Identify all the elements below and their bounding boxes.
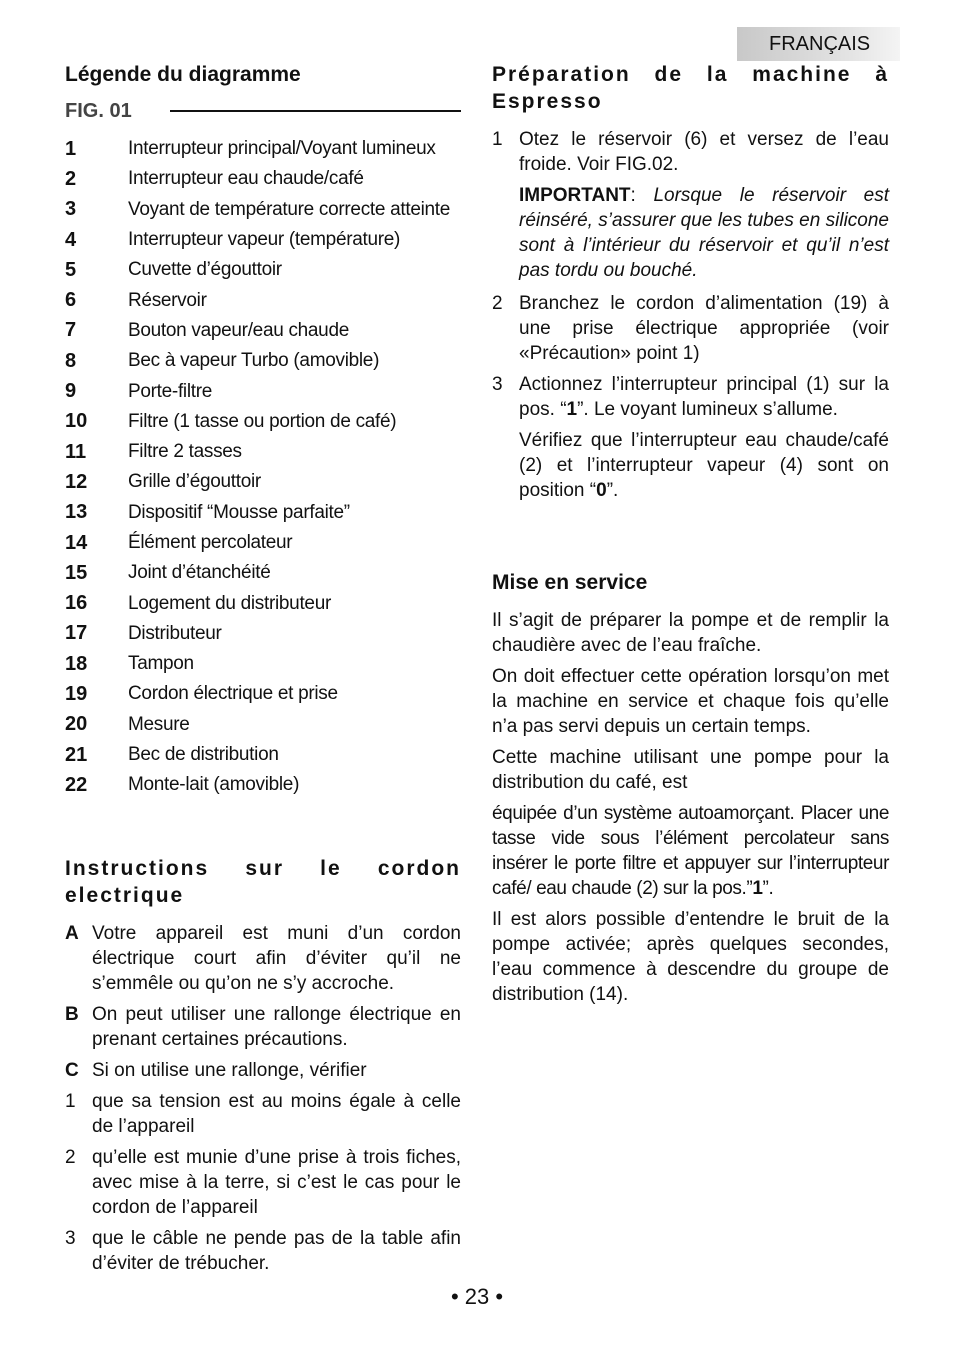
- legend-text: Mesure: [128, 713, 190, 735]
- step-bold: 1: [566, 399, 578, 420]
- service-paragraph-2: On doit effectuer cette opération lorsqu’on met la machine en service et chaque fois qu’elle n’a pas servi depuis un certain temps.: [492, 666, 889, 737]
- legend-text: Filtre 2 tasses: [128, 441, 242, 463]
- service-paragraph-5: Il est alors possible d’entendre le bruit de la pompe activée; après quelques secondes, l’eau commence à descendre du groupe de distribution (14).: [492, 909, 889, 1005]
- legend-text: Interrupteur vapeur (température): [128, 229, 401, 251]
- legend-number: 12: [65, 470, 88, 493]
- legend-text: Joint d’étanchéité: [128, 562, 271, 584]
- prep-step-3: [492, 372, 889, 422]
- service-p4-text-b: ”.: [762, 878, 774, 899]
- legend-number: 5: [65, 258, 77, 281]
- legend-item: [65, 195, 461, 225]
- list-marker: B: [65, 1003, 79, 1025]
- legend-item: [65, 316, 461, 346]
- note-bold: 0: [596, 480, 607, 501]
- fig-rule: [170, 110, 461, 112]
- list-marker: C: [65, 1059, 79, 1081]
- service-paragraph-4: [492, 801, 889, 901]
- important-separator: :: [630, 185, 654, 206]
- legend-item: [65, 437, 461, 467]
- list-text: qu’elle est munie d’une prise à trois fiches, avec mise à la terre, si c’est le cas pour le cordon de l’appareil: [92, 1146, 461, 1218]
- list-marker: A: [65, 922, 79, 944]
- legend-item: [65, 376, 461, 406]
- list-text: Si on utilise une rallonge, vérifier: [92, 1059, 367, 1081]
- important-text: Lorsque le réservoir est réinséré, s’assurer que les tubes en silicone sont à l’intérieur du réservoir et qu’il n’est pas tordu ou bouché.: [519, 185, 889, 281]
- legend-number: 10: [65, 410, 88, 433]
- important-note: [519, 183, 889, 283]
- fig-row: [65, 100, 461, 126]
- list-item: [65, 1145, 461, 1220]
- list-text: que le câble ne pende pas de la table afin d’éviter de trébucher.: [92, 1227, 461, 1274]
- list-item: [65, 1058, 461, 1083]
- legend-number: 22: [65, 773, 88, 796]
- legend-item: [65, 679, 461, 709]
- service-p4-bold: 1: [752, 878, 763, 899]
- legend-item: [65, 407, 461, 437]
- legend-text: Réservoir: [128, 289, 207, 311]
- step-text: Branchez le cordon d’alimentation (19) à une prise électrique appropriée (voir «Précaution» point 1): [519, 293, 889, 364]
- right-column: [492, 60, 889, 1007]
- step-text-b: ”. Le voyant lumineux s’allume.: [577, 399, 838, 420]
- list-item: [65, 921, 461, 996]
- legend-text: Porte-filtre: [128, 380, 213, 402]
- prep-title: Préparation de la machine à Espresso: [492, 63, 889, 113]
- legend-number: 17: [65, 622, 88, 645]
- legend-item: [65, 255, 461, 285]
- service-title: Mise en service: [492, 571, 648, 594]
- cord-title: Instructions sur le cordon electrique: [65, 856, 461, 907]
- legend-text: Grille d’égouttoir: [128, 471, 261, 493]
- legend-text: Interrupteur eau chaude/café: [128, 168, 364, 190]
- legend-text: Bec de distribution: [128, 744, 279, 766]
- legend-number: 13: [65, 501, 88, 524]
- legend-item: [65, 528, 461, 558]
- list-text: On peut utiliser une rallonge électrique en prenant certaines précautions.: [92, 1003, 461, 1050]
- list-marker: 2: [65, 1146, 76, 1168]
- step3-note: [519, 428, 889, 503]
- legend-text: Dispositif “Mousse parfaite”: [128, 501, 350, 523]
- legend-item: [65, 467, 461, 497]
- prep-step-1: [492, 127, 889, 177]
- left-column: [65, 60, 461, 1282]
- legend-text: Monte-lait (amovible): [128, 774, 300, 796]
- list-marker: 3: [65, 1227, 76, 1249]
- legend-item: [65, 588, 461, 618]
- legend-text: Voyant de température correcte atteinte: [128, 198, 451, 220]
- legend-text: Bouton vapeur/eau chaude: [128, 319, 349, 341]
- legend-item: [65, 498, 461, 528]
- legend-number: 19: [65, 682, 88, 705]
- legend-number: 4: [65, 228, 77, 251]
- legend-text: Élément percolateur: [128, 532, 293, 553]
- cord-sub-items: [65, 1089, 461, 1276]
- legend-item: [65, 285, 461, 315]
- cord-items: [65, 921, 461, 1083]
- legend-text: Cordon électrique et prise: [128, 683, 338, 705]
- legend-item: [65, 164, 461, 194]
- legend-number: 18: [65, 652, 88, 675]
- note-text-b: ”.: [606, 480, 619, 501]
- legend-item: [65, 740, 461, 770]
- step-number: 1: [492, 129, 503, 150]
- legend-number: 6: [65, 289, 77, 312]
- page-number: • 23 •: [450, 1284, 504, 1309]
- legend-item: [65, 346, 461, 376]
- prep-step-2: [492, 291, 889, 366]
- list-item: [65, 1002, 461, 1052]
- legend-item: [65, 134, 461, 164]
- legend-number: 15: [65, 561, 88, 584]
- legend-text: Tampon: [128, 653, 194, 675]
- legend-number: 20: [65, 713, 88, 736]
- step-number: 3: [492, 374, 503, 395]
- legend-item: [65, 225, 461, 255]
- step-text: Otez le réservoir (6) et versez de l’eau froide. Voir FIG.02.: [519, 129, 889, 175]
- legend-text: Distributeur: [128, 622, 222, 644]
- legend-number: 9: [65, 380, 77, 403]
- legend-item: [65, 649, 461, 679]
- service-p4-text-a: équipée d’un système autoamorçant. Placer une tasse vide sous l’élément percolateur sans insérer le porte filtre et appuyer sur l’interrupteur café/ eau chaude (2) sur la pos.”: [492, 803, 889, 899]
- step-text: [519, 372, 889, 422]
- list-item: [65, 1226, 461, 1276]
- legend-item: [65, 770, 461, 800]
- fig-label: FIG. 01: [65, 100, 132, 122]
- step-text-a: Actionnez l’interrupteur principal (1) sur la pos. “: [519, 374, 889, 420]
- legend-item: [65, 710, 461, 740]
- legend-item: [65, 558, 461, 588]
- service-paragraph-1: Il s’agit de préparer la pompe et de remplir la chaudière avec de l’eau fraîche.: [492, 610, 889, 656]
- legend-text: Bec à vapeur Turbo (amovible): [128, 350, 380, 372]
- legend-text: Filtre (1 tasse ou portion de café): [128, 410, 397, 432]
- list-marker: 1: [65, 1090, 76, 1112]
- legend-number: 3: [65, 198, 77, 221]
- legend-number: 2: [65, 167, 77, 190]
- list-text: Votre appareil est muni d’un cordon électrique court afin d’éviter qu’il ne s’emmêle ou qu’on ne s’y accroche.: [92, 922, 461, 994]
- legend-list: [65, 134, 461, 801]
- legend-text: Interrupteur principal/Voyant lumineux: [128, 138, 436, 160]
- legend-number: 21: [65, 743, 88, 766]
- note-text-a: Vérifiez que l’interrupteur eau chaude/café (2) et l’interrupteur vapeur (4) sont on position “: [519, 430, 889, 501]
- language-label: FRANÇAIS: [769, 33, 871, 55]
- legend-item: [65, 619, 461, 649]
- legend-number: 8: [65, 349, 77, 372]
- legend-number: 16: [65, 592, 88, 615]
- list-text: que sa tension est au moins égale à celle de l’appareil: [92, 1090, 461, 1137]
- legend-text: Cuvette d’égouttoir: [128, 259, 282, 281]
- step-number: 2: [492, 293, 503, 314]
- legend-title: Légende du diagramme: [65, 63, 301, 86]
- legend-number: 14: [65, 531, 88, 554]
- legend-text: Logement du distributeur: [128, 592, 331, 614]
- list-item: [65, 1089, 461, 1139]
- legend-number: 1: [65, 137, 77, 160]
- legend-number: 7: [65, 319, 77, 342]
- legend-number: 11: [65, 440, 87, 463]
- important-label: IMPORTANT: [519, 185, 631, 206]
- service-paragraph-3: Cette machine utilisant une pompe pour la distribution du café, est: [492, 747, 889, 793]
